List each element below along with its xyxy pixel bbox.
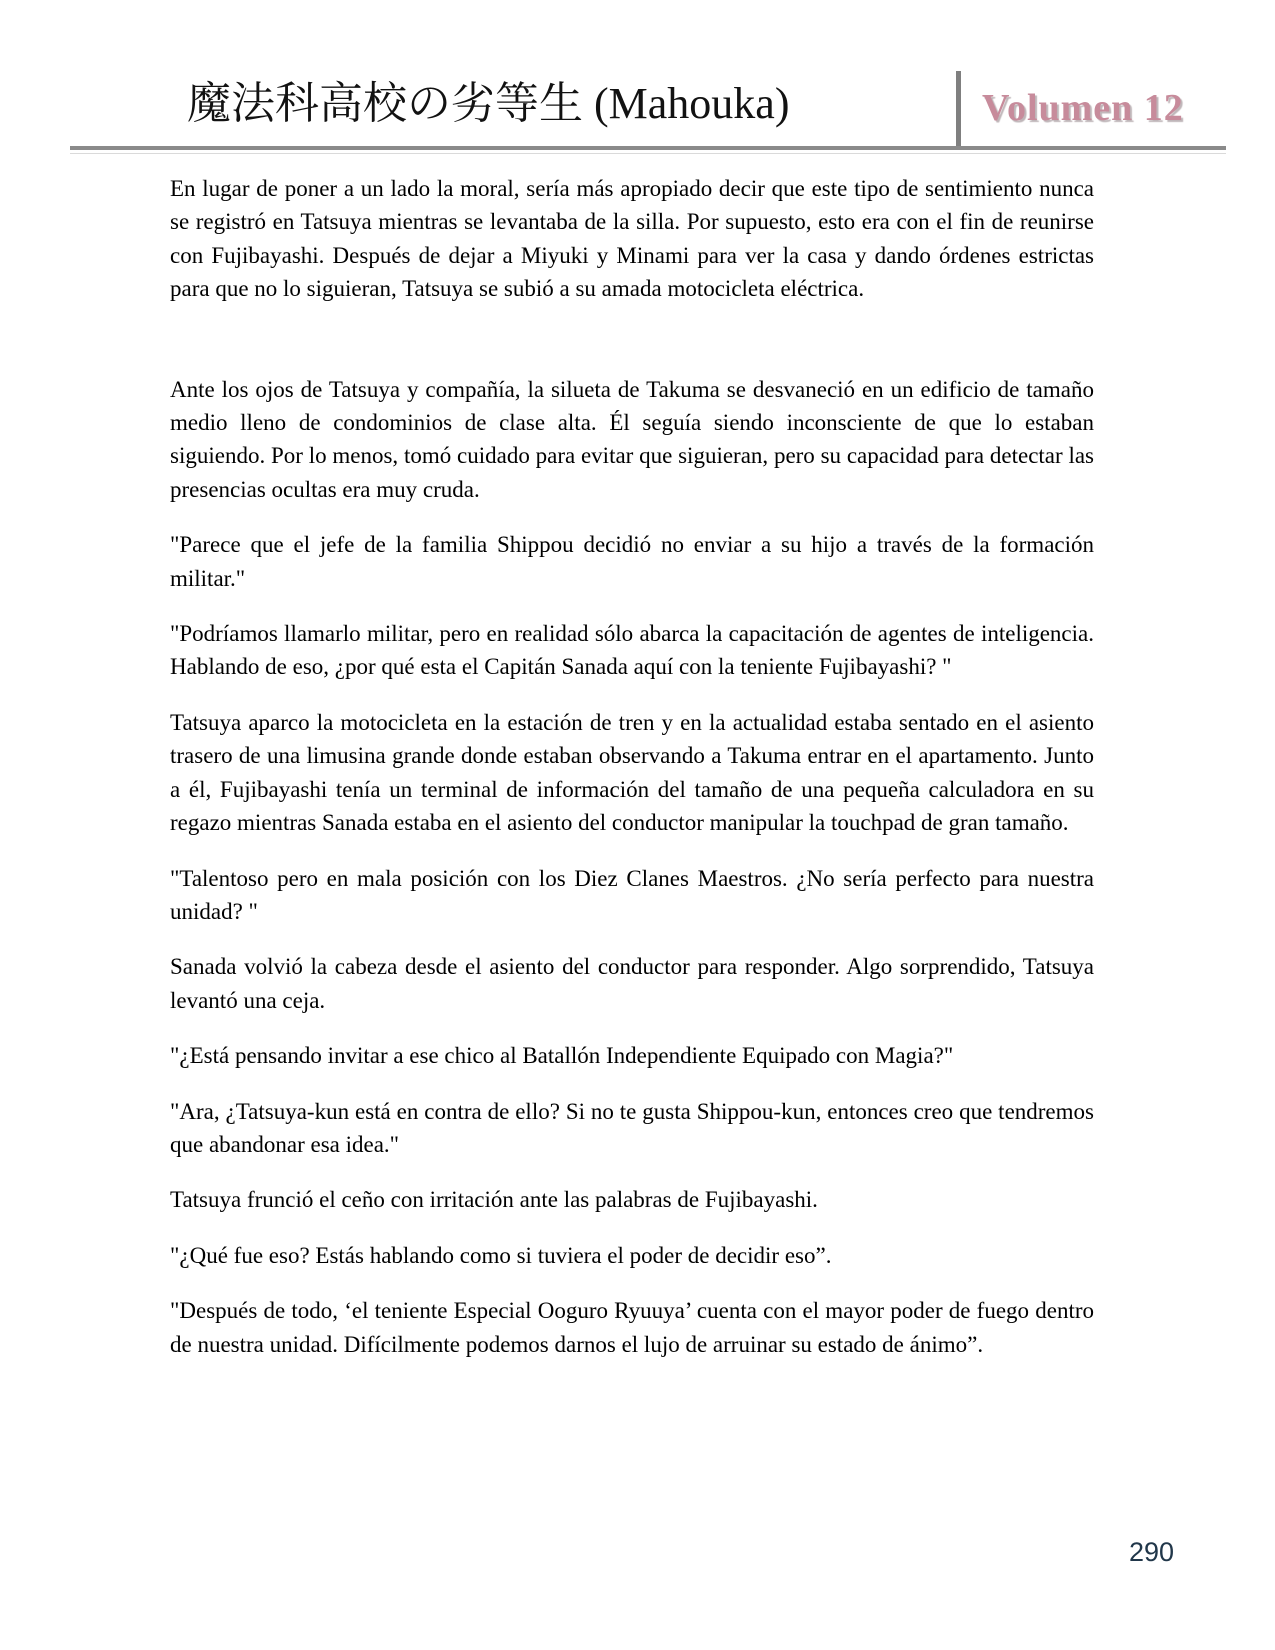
header-divider-bar	[956, 71, 961, 148]
page-header-title: 魔法科高校の劣等生 (Mahouka)	[187, 79, 790, 128]
volume-label: Volumen 12	[982, 87, 1184, 129]
paragraph: "Después de todo, ‘el teniente Especial Ooguro Ryuuya’ cuenta con el mayor poder de fuego dentro de nuestra unidad. Difícilmente podemos darnos el lujo de arruinar su estado de ánimo”.	[170, 1298, 1094, 1357]
paragraph: Tatsuya aparco la motocicleta en la estación de tren y en la actualidad estaba sentado en el asiento trasero de una limusina grande donde estaban observando a Takuma entrar en el apartamento. Junto a él, Fujibayashi tenía un terminal de información del tamaño de una pequeña calculadora en su regazo mientras Sanada estaba en el asiento del conductor manipular la touchpad de gran tamaño.	[170, 709, 1094, 836]
paragraph: "Parece que el jefe de la familia Shippou decidió no enviar a su hijo a través de la formación militar."	[170, 532, 1094, 591]
paragraph: "¿Qué fue eso? Estás hablando como si tuviera el poder de decidir eso”.	[170, 1242, 832, 1268]
paragraph: "Ara, ¿Tatsuya-kun está en contra de ello? Si no te gusta Shippou-kun, entonces creo que tendremos que abandonar esa idea."	[170, 1098, 1094, 1157]
paragraph: Ante los ojos de Tatsuya y compañía, la silueta de Takuma se desvaneció en un edificio de tamaño medio lleno de condominios de clase alta. Él seguía siendo inconsciente de que lo estaban siguiendo. Por lo menos, tomó cuidado para evitar que siguieran, pero su capacidad para detectar las presencias ocultas era muy cruda.	[170, 376, 1094, 502]
header-rule	[70, 146, 1226, 150]
scene-break-spacer	[170, 328, 1094, 351]
paragraph: Sanada volvió la cabeza desde el asiento del conductor para responder. Algo sorprendido, Tatsuya levantó una ceja.	[170, 954, 1094, 1013]
paragraph: Tatsuya frunció el ceño con irritación ante las palabras de Fujibayashi.	[170, 1187, 818, 1213]
paragraph: En lugar de poner a un lado la moral, sería más apropiado decir que este tipo de sentimiento nunca se registró en Tatsuya mientras se levantaba de la silla. Por supuesto, esto era con el fin de reunirse con Fujibayashi. Después de dejar a Miyuki y Minami para ver la casa y dando órdenes estrictas para que no lo siguieran, Tatsuya se subió a su amada motocicleta eléctrica.	[170, 176, 1094, 302]
paragraph: "Podríamos llamarlo militar, pero en realidad sólo abarca la capacitación de agentes de inteligencia. Hablando de eso, ¿por qué esta el Capitán Sanada aquí con la teniente Fujibayashi? "	[170, 621, 1094, 680]
body-text	[170, 172, 1094, 1383]
paragraph: "Talentoso pero en mala posición con los Diez Clanes Maestros. ¿No sería perfecto para nuestra unidad? "	[170, 865, 1094, 924]
page-number: 290	[1128, 1537, 1174, 1567]
header-rule-shadow	[70, 153, 1226, 154]
paragraph: "¿Está pensando invitar a ese chico al Batallón Independiente Equipado con Magia?"	[170, 1043, 954, 1069]
